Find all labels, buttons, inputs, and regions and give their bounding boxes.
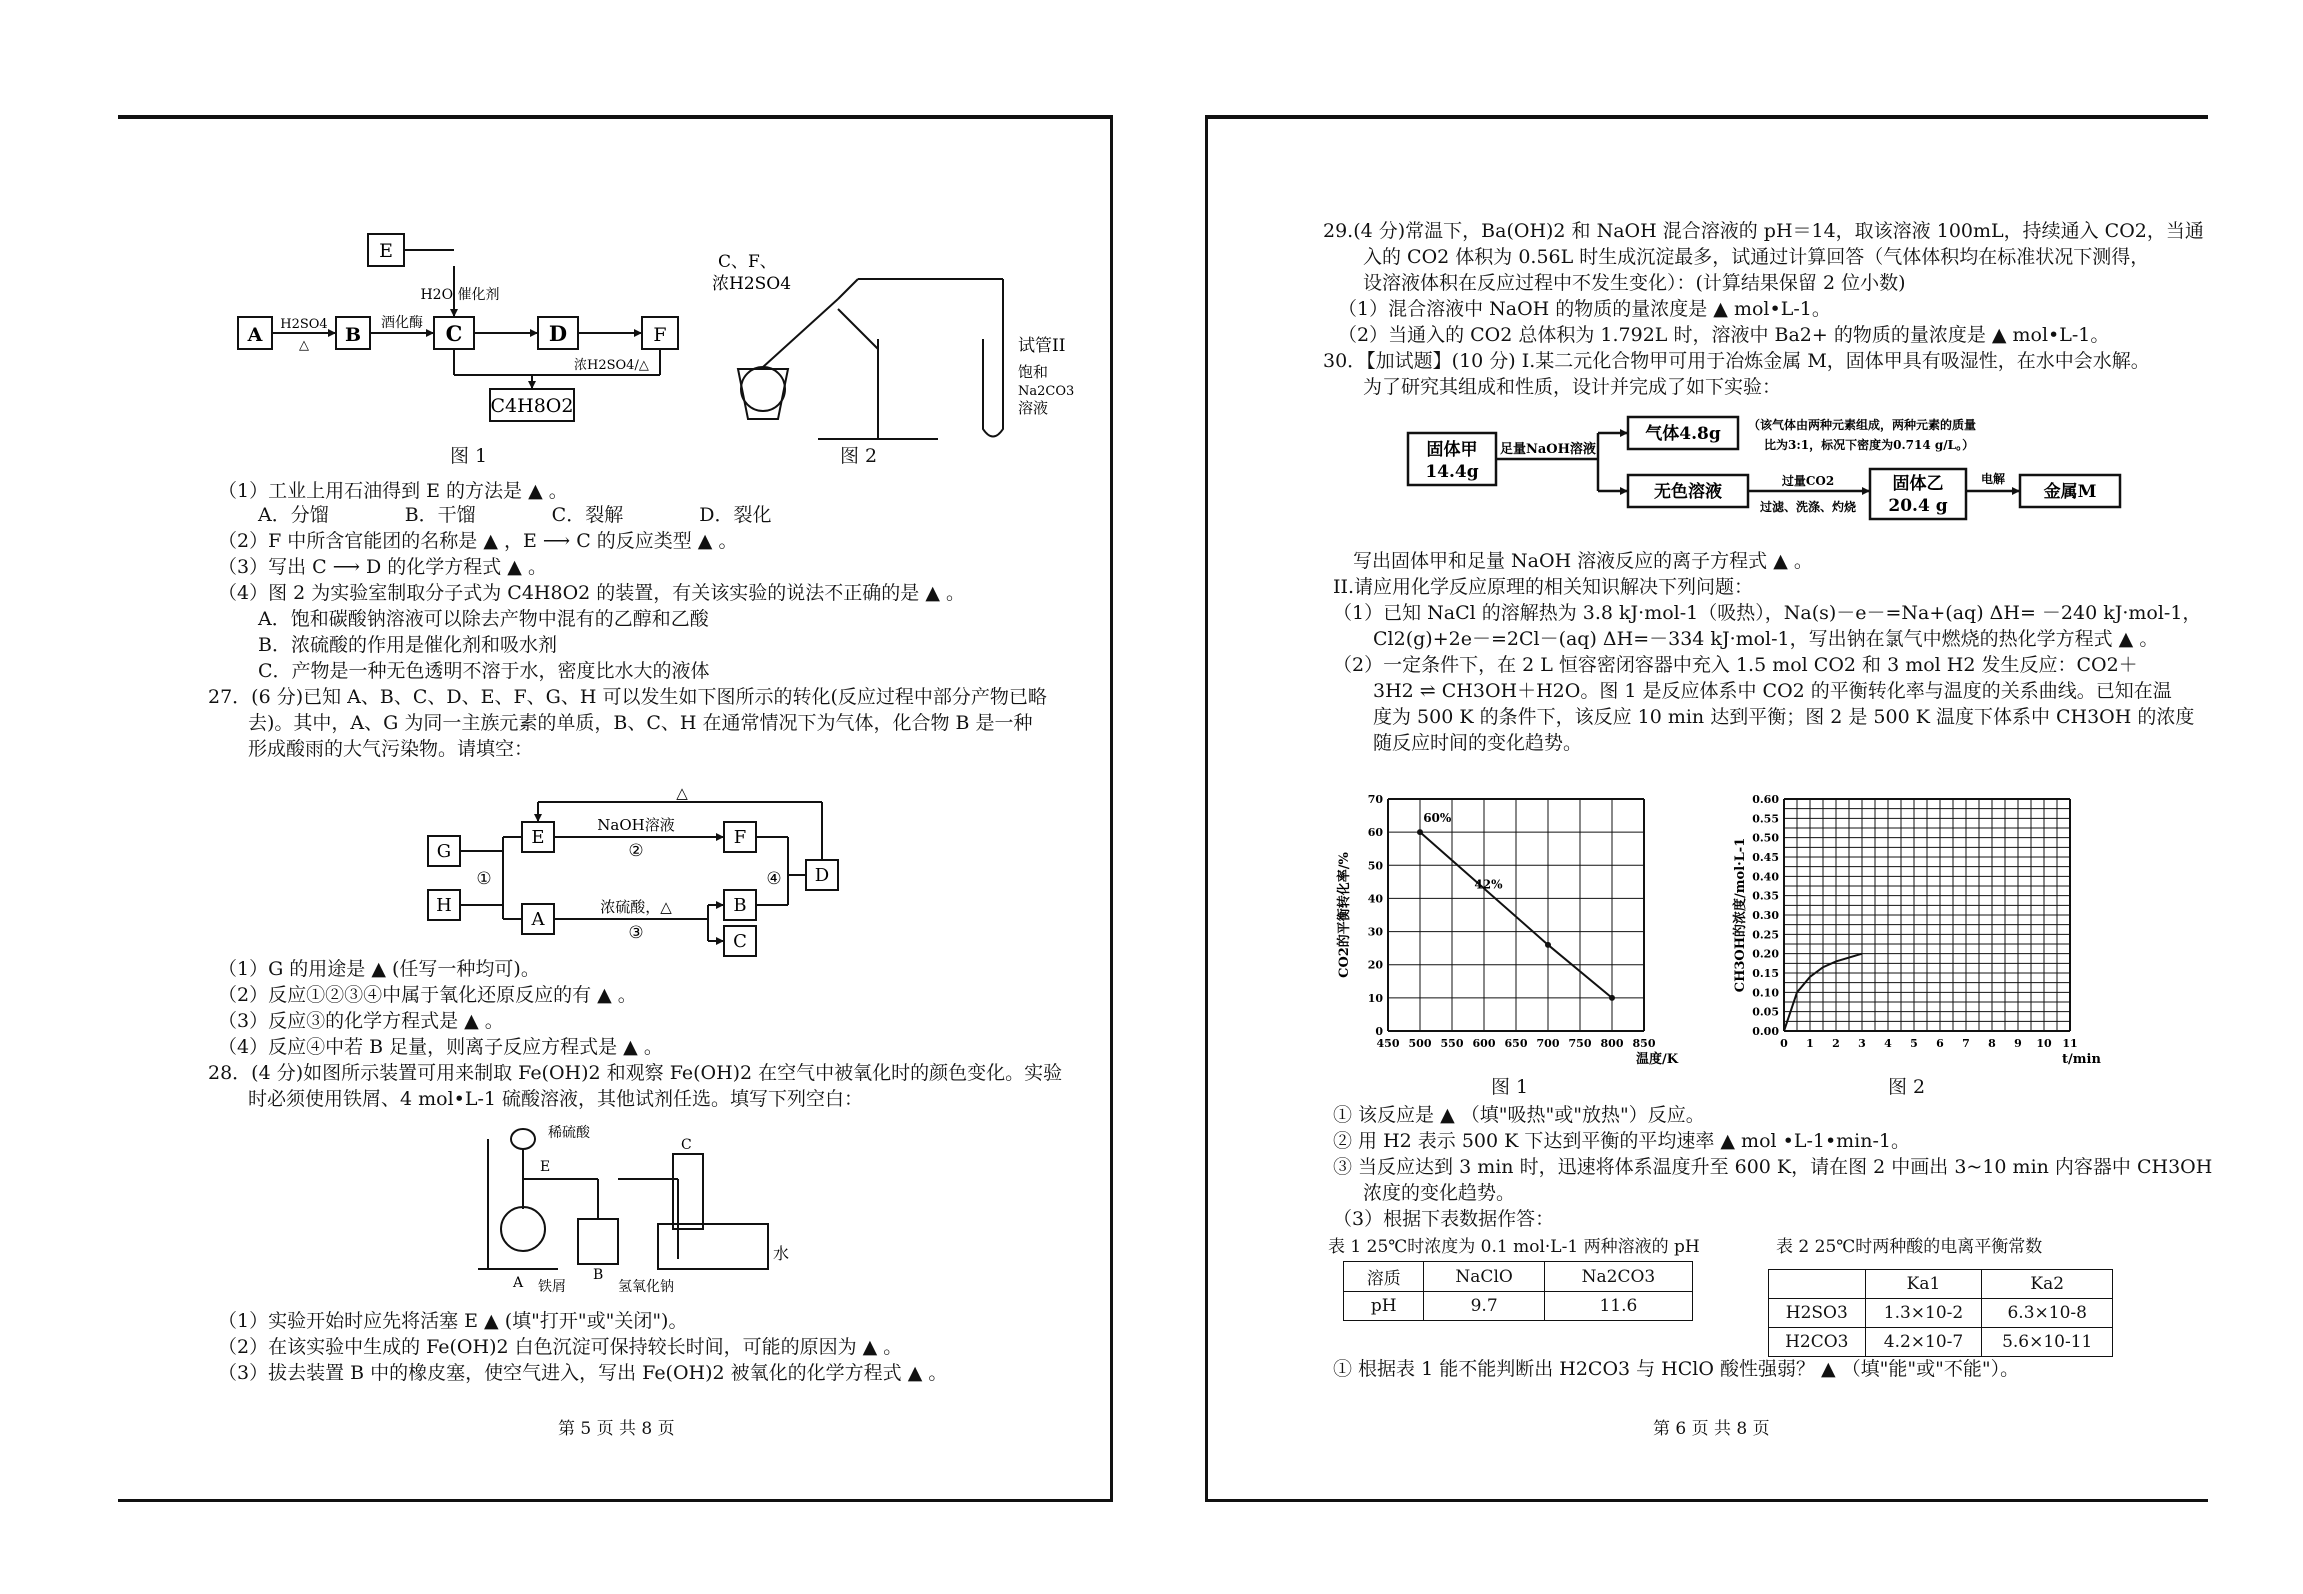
- gas-note-1: （该气体由两种元素组成，两种元素的质量: [1748, 418, 1977, 432]
- box-a2-label: A: [531, 909, 545, 930]
- x-tick-label: 750: [1568, 1037, 1592, 1050]
- num-2: ②: [628, 841, 644, 861]
- table-2: [1768, 1269, 2113, 1357]
- gas-label: 气体4.8g: [1645, 424, 1721, 444]
- left-page: [118, 115, 1113, 1502]
- q27-line-3: （3）反应③的化学方程式是 ▲ 。: [218, 1010, 504, 1032]
- q27-line-2: （2）反应①②③④中属于氧化还原反应的有 ▲ 。: [218, 984, 637, 1006]
- x-tick-label: 1: [1806, 1037, 1814, 1050]
- x-tick-label: 10: [2036, 1037, 2052, 1050]
- solid-a-label: 固体甲: [1426, 440, 1478, 460]
- box-b-label: B: [344, 324, 362, 346]
- data-label: 42%: [1474, 877, 1503, 892]
- reagent-label: 足量NaOH溶液: [1500, 442, 1596, 457]
- y-tick-label: 20: [1367, 958, 1383, 972]
- y-tick-label: 0.25: [1752, 928, 1779, 942]
- q27-intro-3: 形成酸雨的大气污染物。请填空：: [248, 738, 534, 760]
- q26-line-1: （1）工业上用石油得到 E 的方法是 ▲ 。: [218, 480, 568, 502]
- label-top-delta: △: [676, 784, 688, 802]
- co2-label: 过量CO2: [1781, 474, 1835, 488]
- box-a-label: A: [247, 324, 263, 346]
- label-enzyme: 酒化酶: [381, 315, 423, 331]
- table-2-header-3: Ka2: [1982, 1270, 2113, 1299]
- table-2-cell: 5.6×10-11: [1982, 1328, 2113, 1357]
- x-tick-label: 600: [1472, 1037, 1496, 1050]
- y-tick-label: 50: [1367, 859, 1383, 873]
- x-axis-label: t/min: [2062, 1052, 2101, 1067]
- metal-label: 金属M: [2043, 482, 2097, 502]
- box-d2-label: D: [814, 865, 830, 886]
- label-solution: 溶液: [1018, 399, 1049, 417]
- steps-label: 过滤、洗涤、灼烧: [1759, 500, 1857, 514]
- label-valve-e: E: [540, 1159, 551, 1175]
- x-tick-label: 550: [1440, 1037, 1464, 1050]
- solid-b-mass: 20.4 g: [1888, 496, 1948, 516]
- table-2-caption: 表 2 25℃时两种酸的电离平衡常数: [1776, 1237, 2043, 1257]
- q26-line-5: （4）图 2 为实验室制取分子式为 C4H8O2 的装置，有关该实验的说法不正确的是 ▲ 。: [218, 582, 965, 604]
- x-tick-label: 650: [1504, 1037, 1528, 1050]
- y-tick-label: 60: [1367, 826, 1383, 840]
- chart-1-caption: 图 1: [1491, 1076, 1529, 1098]
- y-tick-label: 0.15: [1752, 967, 1779, 980]
- solid-b-label: 固体乙: [1892, 474, 1944, 494]
- label-reagents: C、F、: [718, 252, 777, 272]
- chart-2-caption: 图 2: [1888, 1076, 1926, 1098]
- q30-intro-1: 30．【加试题】(10 分) I.某二元化合物甲可用于冶炼金属 M，固体甲具有吸湿性，在水中会水解。: [1323, 350, 2150, 372]
- label-tube: 试管II: [1018, 336, 1066, 356]
- label-c: C: [681, 1137, 692, 1153]
- q28-intro-1: 28．(4 分)如图所示装置可用来制取 Fe(OH)2 和观察 Fe(OH)2 在空气中被氧化时的颜色变化。实验: [208, 1062, 1063, 1084]
- q30a-line-4: Cl2(g)+2e－=2Cl－(aq) ΔH=－334 kJ·mol-1，写出钠在氯气中燃烧的热化学方程式 ▲ 。: [1373, 628, 2159, 650]
- q29-line-5: （2）当通入的 CO2 总体积为 1.792L 时，溶液中 Ba2+ 的物质的量浓度是 ▲ mol•L-1。: [1338, 324, 2110, 346]
- y-tick-label: 0.55: [1752, 812, 1779, 826]
- label-saturated: 饱和: [1018, 363, 1049, 381]
- label-water: 水: [773, 1244, 790, 1263]
- data-point: [1417, 829, 1423, 835]
- table-2-header-2: Ka1: [1865, 1270, 1982, 1299]
- x-tick-label: 850: [1632, 1037, 1656, 1050]
- label-conc-h2so4: 浓H2SO4/△: [574, 358, 649, 373]
- num-4: ④: [766, 869, 782, 889]
- y-tick-label: 70: [1367, 793, 1383, 806]
- q29-line-1: 29.(4 分)常温下，Ba(OH)2 和 NaOH 混合溶液的 pH＝14，取该溶液 100mL，持续通入 CO2，当通: [1323, 220, 2204, 242]
- gas-note-2: 比为3:1，标况下密度为0.714 g/L。）: [1764, 438, 1975, 452]
- num-1: ①: [476, 869, 492, 889]
- q26-line-4: （3）写出 C ⟶ D 的化学方程式 ▲ 。: [218, 556, 547, 578]
- chart-1-conversion-vs-temperature: [1328, 787, 1679, 1077]
- label-iron: 铁屑: [538, 1279, 566, 1295]
- x-tick-label: 2: [1832, 1037, 1840, 1050]
- table-2-cell: 6.3×10-8: [1982, 1299, 2113, 1328]
- y-tick-label: 0.40: [1752, 870, 1779, 884]
- y-tick-label: 40: [1367, 892, 1383, 906]
- q27-line-1: （1）G 的用途是 ▲ (任写一种均可)。: [218, 958, 540, 980]
- table-2-cell: 1.3×10-2: [1865, 1299, 1982, 1328]
- q30a-line-6: 3H2 ⇌ CH3OH＋H2O。图 1 是反应体系中 CO2 的平衡转化率与温度的关系曲线。已知在温: [1373, 680, 2172, 702]
- q30a-line-8: 随反应时间的变化趋势。: [1373, 732, 1583, 754]
- solid-a-mass: 14.4g: [1425, 462, 1479, 482]
- y-tick-label: 0.50: [1752, 831, 1779, 845]
- figure-3-conversion-diagram: [428, 784, 868, 952]
- electrolysis-label: 电解: [1980, 472, 2006, 486]
- q26-line-3: （2）F 中所含官能团的名称是 ▲ ，E ⟶ C 的反应类型 ▲ 。: [218, 530, 738, 552]
- x-tick-label: 8: [1988, 1037, 1996, 1050]
- q29-line-2: 入的 CO2 体积为 0.56L 时生成沉淀最多，试通过计算回答（气体体积均在标准状况下测得，: [1363, 246, 2150, 268]
- q28-line-1: （1）实验开始时应先将活塞 E ▲ (填"打开"或"关闭")。: [218, 1310, 688, 1332]
- label-h2o-catalyst: H2O 催化剂: [420, 287, 500, 303]
- label-dilute-acid: 稀硫酸: [548, 1125, 590, 1141]
- box-e-label: E: [379, 240, 393, 262]
- page-footer-right: 第 6 页 共 8 页: [1653, 1419, 1770, 1439]
- label-b: B: [593, 1267, 604, 1283]
- q30a-line-7: 度为 500 K 的条件下，该反应 10 min 达到平衡；图 2 是 500 K 温度下体系中 CH3OH 的浓度: [1373, 706, 2195, 728]
- x-tick-label: 0: [1780, 1037, 1788, 1050]
- table-2-cell: H2CO3: [1769, 1328, 1866, 1357]
- x-tick-label: 450: [1376, 1037, 1400, 1050]
- q27-intro-1: 27．(6 分)已知 A、B、C、D、E、F、G、H 可以发生如下图所示的转化(反应过程中部分产物已略: [208, 686, 1047, 708]
- experiment-flow-diagram: [1408, 411, 2168, 531]
- data-label: 60%: [1423, 811, 1452, 826]
- table-2-cell: H2SO3: [1769, 1299, 1866, 1328]
- x-tick-label: 9: [2014, 1037, 2022, 1050]
- y-tick-label: 0.45: [1752, 851, 1779, 864]
- label-na2co3: Na2CO3: [1018, 384, 1075, 399]
- label-conc-acid: 浓硫酸，△: [600, 898, 672, 916]
- y-tick-label: 0.35: [1752, 889, 1779, 903]
- solution-label: 无色溶液: [1654, 482, 1722, 502]
- table-2-header-1: [1769, 1270, 1866, 1299]
- label-h2so4: H2SO4: [280, 317, 328, 332]
- y-axis-label: CO2的平衡转化率/%: [1337, 852, 1352, 978]
- page-footer-left: 第 5 页 共 8 页: [558, 1419, 675, 1439]
- figure-1-caption: 图 1: [450, 445, 488, 467]
- num-3: ③: [628, 923, 644, 943]
- table-1-header-2: NaClO: [1424, 1262, 1544, 1292]
- q28-line-3: （3）拔去装置 B 中的橡皮塞，使空气进入，写出 Fe(OH)2 被氧化的化学方程式 ▲ 。: [218, 1362, 948, 1384]
- x-tick-label: 6: [1936, 1037, 1944, 1050]
- x-tick-label: 4: [1884, 1037, 1892, 1050]
- q30b-line-5: （3）根据下表数据作答：: [1333, 1208, 1555, 1230]
- box-c2-label: C: [733, 931, 747, 952]
- label-naoh-b: 氢氧化钠: [618, 1279, 674, 1295]
- q30c-line: ① 根据表 1 能不能判断出 H2CO3 与 HClO 酸性强弱？ ▲ （填"能"或"不能"）。: [1333, 1358, 2020, 1380]
- q26-line-7: B．浓硫酸的作用是催化剂和吸水剂: [258, 634, 557, 656]
- q30a-line-2: II.请应用化学反应原理的相关知识解决下列问题：: [1333, 576, 1754, 598]
- q30b-line-2: ② 用 H2 表示 500 K 下达到平衡的平均速率 ▲ mol •L-1•min-1。: [1333, 1130, 1910, 1152]
- label-naoh: NaOH溶液: [597, 816, 675, 834]
- box-f-label: F: [653, 324, 667, 346]
- y-tick-label: 0: [1375, 1025, 1383, 1038]
- x-tick-label: 700: [1536, 1037, 1560, 1050]
- x-tick-label: 500: [1408, 1037, 1432, 1050]
- box-b2-label: B: [733, 895, 747, 916]
- table-1-header-1: 溶质: [1344, 1262, 1424, 1292]
- q26-line-6: A．饱和碳酸钠溶液可以除去产物中混有的乙醇和乙酸: [258, 608, 709, 630]
- y-tick-label: 0.00: [1752, 1025, 1779, 1038]
- y-axis-label: CH3OH的浓度/mol·L-1: [1733, 837, 1748, 993]
- x-tick-label: 5: [1910, 1037, 1918, 1050]
- q26-line-2: A．分馏 B．干馏 C．裂解 D．裂化: [258, 504, 772, 526]
- table-2-cell: 4.2×10-7: [1865, 1328, 1982, 1357]
- x-tick-label: 800: [1600, 1037, 1624, 1050]
- q30b-line-3: ③ 当反应达到 3 min 时，迅速将体系温度升至 600 K，请在图 2 中画出 3~10 min 内容器中 CH3OH: [1333, 1156, 2213, 1178]
- figure-4-apparatus: [478, 1119, 798, 1294]
- q28-line-2: （2）在该实验中生成的 Fe(OH)2 白色沉淀可保持较长时间，可能的原因为 ▲ 。: [218, 1336, 903, 1358]
- q27-intro-2: 去)。其中，A、G 为同一主族元素的单质，B、C、H 在通常情况下为气体，化合物 B 是一种: [248, 712, 1033, 734]
- q27-line-4: （4）反应④中若 B 足量，则离子反应方程式是 ▲ 。: [218, 1036, 663, 1058]
- box-c-label: C: [445, 321, 463, 346]
- table-1-caption: 表 1 25℃时浓度为 0.1 mol·L-1 两种溶液的 pH: [1328, 1237, 1700, 1257]
- q30a-line-3: （1）已知 NaCl 的溶解热为 3.8 kJ·mol-1（吸热），Na(s)－e－=Na+(aq) ΔH= －240 kJ·mol-1，: [1333, 602, 2202, 624]
- table-1-cell: pH: [1344, 1292, 1424, 1321]
- x-axis-label: 温度/K: [1636, 1052, 1679, 1067]
- box-d-label: D: [548, 321, 568, 346]
- box-e2-label: E: [531, 827, 545, 848]
- table-1-cell: 9.7: [1424, 1292, 1544, 1321]
- q30a-line-5: （2）一定条件下，在 2 L 恒容密闭容器中充入 1.5 mol CO2 和 3 mol H2 发生反应：CO2＋: [1333, 654, 2138, 676]
- x-tick-label: 7: [1962, 1037, 1970, 1050]
- label-conc: 浓H2SO4: [712, 274, 792, 294]
- table-1-header-3: Na2CO3: [1544, 1262, 1692, 1292]
- figure-2-apparatus: [678, 252, 1098, 454]
- q26-line-8: C．产物是一种无色透明不溶于水，密度比水大的液体: [258, 660, 710, 682]
- label-delta: △: [299, 338, 309, 353]
- y-tick-label: 0.10: [1752, 986, 1779, 1000]
- data-point: [1609, 995, 1615, 1001]
- box-h-label: H: [436, 895, 452, 916]
- right-page: [1205, 115, 2213, 1502]
- y-tick-label: 0.30: [1752, 909, 1779, 922]
- q29-line-3: 设溶液体积在反应过程中不发生变化）：(计算结果保留 2 位小数): [1363, 272, 1906, 294]
- q30b-line-4: 浓度的变化趋势。: [1363, 1182, 1516, 1204]
- x-tick-label: 3: [1858, 1037, 1866, 1050]
- y-tick-label: 10: [1367, 991, 1383, 1005]
- label-a: A: [513, 1275, 524, 1291]
- x-tick-label: 11: [2062, 1037, 2078, 1050]
- table-1-cell: 11.6: [1544, 1292, 1692, 1321]
- box-product-label: C4H8O2: [490, 395, 574, 417]
- data-point: [1545, 942, 1551, 948]
- chart-2-ch3oh-vs-time: [1708, 787, 2101, 1077]
- y-tick-label: 0.05: [1752, 1005, 1779, 1019]
- q30-intro-2: 为了研究其组成和性质，设计并完成了如下实验：: [1363, 376, 1782, 398]
- q29-line-4: （1）混合溶液中 NaOH 的物质的量浓度是 ▲ mol•L-1。: [1338, 298, 1831, 320]
- q30a-line-1: 写出固体甲和足量 NaOH 溶液反应的离子方程式 ▲ 。: [1353, 550, 1813, 572]
- box-f2-label: F: [733, 827, 747, 848]
- y-tick-label: 0.60: [1752, 793, 1779, 806]
- table-1: [1343, 1261, 1693, 1321]
- y-tick-label: 0.20: [1752, 947, 1779, 961]
- q30b-line-1: ① 该反应是 ▲ （填"吸热"或"放热"）反应。: [1333, 1104, 1705, 1126]
- box-g-label: G: [436, 841, 452, 862]
- q28-intro-2: 时必须使用铁屑、4 mol•L-1 硫酸溶液，其他试剂任选。填写下列空白：: [248, 1088, 864, 1110]
- figure-2-caption: 图 2: [840, 445, 878, 467]
- y-tick-label: 30: [1367, 925, 1383, 939]
